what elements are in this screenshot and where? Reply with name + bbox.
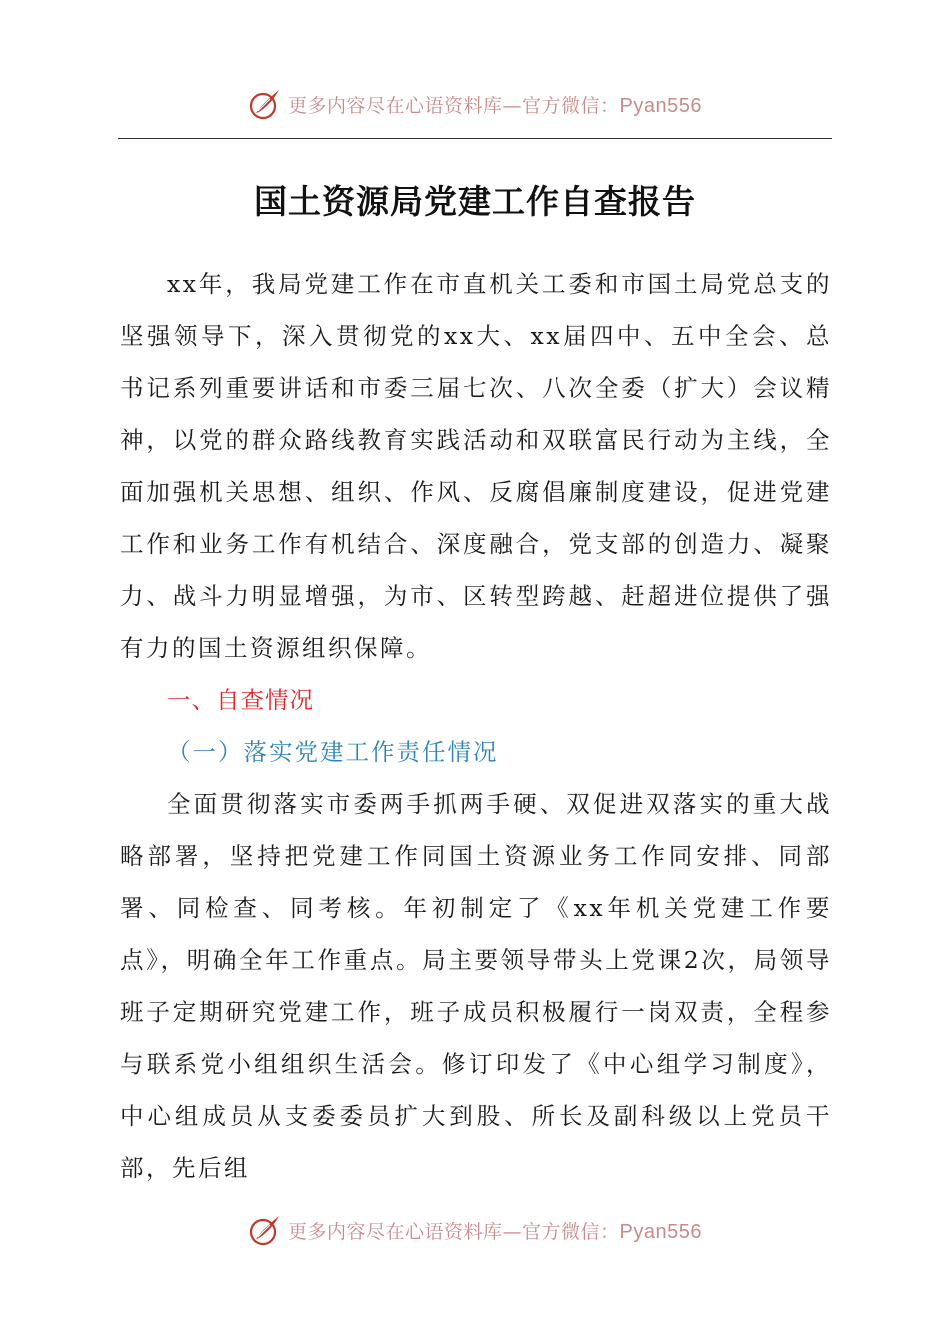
document-body	[120, 258, 832, 1194]
intro-paragraph: xx年，我局党建工作在市直机关工委和市国土局党总支的坚强领导下，深入贯彻党的xx大、xx届四中、五中全会、总书记系列重要讲话和市委三届七次、八次全委（扩大）会议精神，以党的群众路线教育实践活动和双联富民行动为主线，全面加强机关思想、组织、作风、反腐倡廉制度建设，促进党建工作和业务工作有机结合、深度融合，党支部的创造力、凝聚力、战斗力明显增强，为市、区转型跨越、赶超进位提供了强有力的国土资源组织保障。	[120, 270, 832, 662]
subsection-paragraph: 全面贯彻落实市委两手抓两手硬、双促进双落实的重大战略部署，坚持把党建工作同国土资源业务工作同安排、同部署、同检查、同考核。年初制定了《xx年机关党建工作要点》，明确全年工作重点。局主要领导带头上党课2次，局领导班子定期研究党建工作，班子成员积极履行一岗双责，全程参与联系党小组组织生活会。修订印发了《中心组学习制度》，中心组成员从支委委员扩大到股、所长及副科级以上党员干部，先后组	[120, 790, 832, 1182]
section-heading: 一、自查情况	[167, 686, 314, 714]
quill-logo-icon	[248, 87, 282, 121]
header-watermark	[0, 82, 950, 126]
page-title: 国土资源局党建工作自查报告	[254, 182, 696, 221]
watermark-text: 更多内容尽在心语资料库—官方微信：Pyan556	[288, 94, 702, 117]
footer-watermark	[0, 1208, 950, 1252]
subsection-heading: （一）落实党建工作责任情况	[167, 738, 499, 766]
watermark-text: 更多内容尽在心语资料库—官方微信：Pyan556	[288, 1220, 702, 1243]
header-rule	[118, 138, 832, 139]
quill-logo-icon	[248, 1213, 282, 1247]
